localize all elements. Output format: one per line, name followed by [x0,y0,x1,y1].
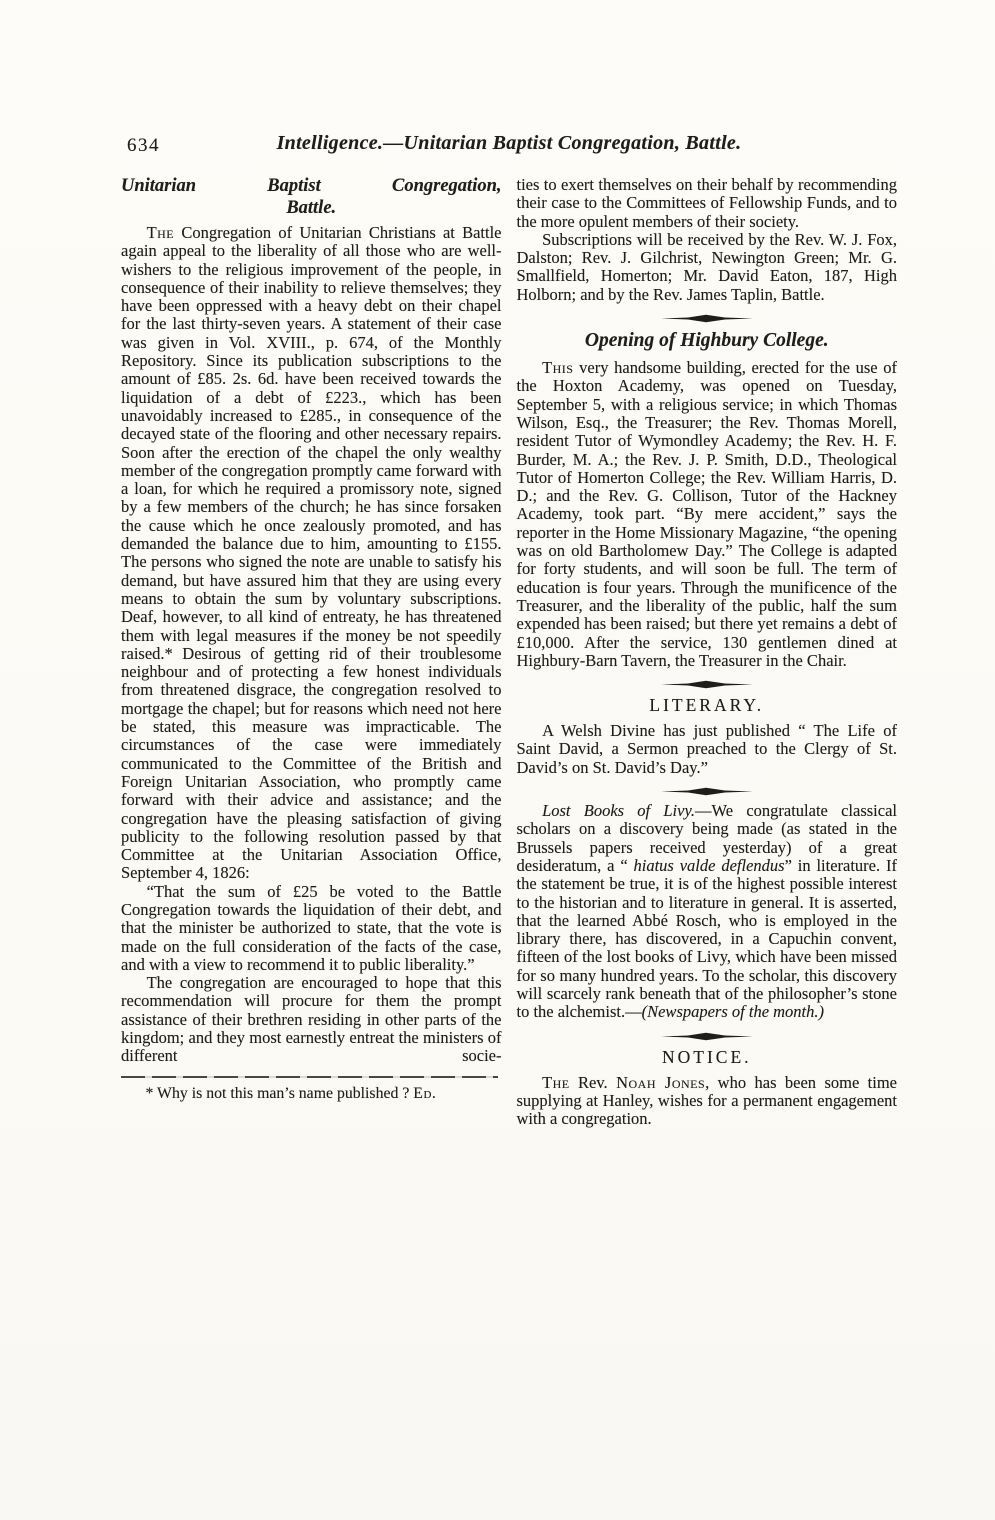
page-number: 634 [127,135,160,156]
livy-text-1: We congratulate classical scholars on a discovery being made (as stated in the Brussels papers received yesterday) of a great desideratum, a “ [516,801,897,875]
swelled-rule-icon [661,787,753,796]
running-title: Intelligence.—Unitarian Baptist Congregation, Battle. [276,132,742,154]
resolution-quote-paragraph: “That the sum of £25 be voted to the Battle Congregation towards the liquidation of their debt, and that the minister be authorized to state, that the vote is made on the full consideration of the facts of the case, and with a view to recommend it to public liberality.” [121,881,502,974]
swelled-rule-icon [661,1032,753,1041]
notice-name-small-caps: Noah Jones [616,1072,706,1092]
continuation-paragraph: ties to exert themselves on their behalf by recommending their case to the Committees of Fellowship Funds, and to the more opulent members of their society. [516,175,897,231]
subscriptions-paragraph: Subscriptions will be received by the Rev. W. J. Fox, Dalston; Rev. J. Gilchrist, Newington Green; Mr. G. Smallfield, Homerton; Mr. David Eaton, 187, High Holborn; and by the Rev. James Taplin, Battle. [516,229,897,304]
lead-small-caps: This [542,358,574,378]
highbury-text: very handsome building, erected for the use of the Hoxton Academy, was opened on Tuesday, September 5, with a religious service; in which Thomas Wilson, Esq., the Treasurer; the Rev. Thomas Morell, resident Tutor of Wymondley Academy; the Rev. H. F. Burder, M. A.; the Rev. J. P. Smith, D.D., Theological Tutor of Homerton College; the Rev. William Harris, D. D.; and the Rev. G. Collison, Tutor of the Hackney Academy, took part. “By mere accident,” says the reporter in the Home Missionary Magazine, “the opening was on old Bartholomew Day.” The College is adapted for forty students, and will soon be full. The term of education is four years. Through the munificence of the Treasurer, and the liberality of the public, half the sum expended has been raised; but there yet remains a debt of £10,000. After the service, 130 gentlemen dined at Highbury-Barn Tavern, the Treasurer in the Chair. [516,358,897,670]
swelled-rule-icon [661,314,753,323]
livy-source-attribution: (Newspapers of the month.) [641,1002,825,1022]
section-divider-ornament [517,1032,898,1041]
section-divider-ornament [517,680,898,689]
left-column [121,176,502,1128]
lead-small-caps: The [542,1072,570,1092]
footnote-signature: Ed. [413,1084,437,1102]
lead-small-caps: The [146,223,175,242]
page-header [121,132,897,164]
notice-heading: NOTICE. [661,1046,752,1067]
livy-lead-italic: Lost Books of Livy. [542,801,695,821]
right-column [517,176,898,1128]
highbury-heading: Opening of Highbury College. [584,330,829,352]
livy-dash: — [695,801,712,821]
encouragement-paragraph: The congregation are encouraged to hope that this recommendation will procure for them the prompt assistance of their brethren residing in other parts of the kingdom; and they most earnestly entreat the ministers of different socie- [121,973,502,1066]
highbury-paragraph [517,359,898,670]
article-heading-line1: Unitarian Baptist Congregation, [121,176,502,196]
article-heading [121,176,502,219]
notice-text: , who has been some time supplying at Hanley, wishes for a permanent engagement with a congregation. [516,1072,897,1129]
editor-footnote [121,1085,502,1103]
notice-mid-text: Rev. [569,1072,617,1092]
text-block [121,132,897,1128]
lost-books-of-livy-paragraph [517,802,898,1022]
footnote-text: Why is not this man’s name published ? [153,1084,414,1102]
article-heading-line2: Battle. [286,197,337,218]
footnote-rule [121,1076,498,1078]
notice-paragraph [517,1074,898,1129]
swelled-rule-icon [661,680,753,689]
section-divider-ornament [517,314,898,323]
battle-appeal-paragraph [121,224,502,883]
two-column-layout [121,176,897,1128]
livy-text-2: ” in literature. If the statement be true, it is of the highest possible interest to the historian and to literature in general. It is asserted, that the learned Abbé Rosch, who is employed in the library there, has discovered, in a Capuchin convent, fifteen of the lost books of Livy, which have been missed for so many hundred years. To the scholar, this discovery will scarcely rank beneath that of the philosopher’s stone to the alchemist.— [516,855,897,1022]
literary-heading: LITERARY. [649,695,765,716]
literary-paragraph: A Welsh Divine has just published “ The Life of Saint David, a Sermon preached to the Clergy of St. David’s on St. David’s Day.” [516,721,897,777]
livy-latin-phrase: hiatus valde deflendus [633,855,785,875]
footnote-marker: * [145,1084,154,1102]
battle-appeal-text: Congregation of Unitarian Christians at Battle again appeal to the liberality of all those who are well-wishers to the religious improvement of the people, in consequence of their inability to relieve themselves; they have been oppressed with a heavy debt on their chapel for the last thirty-seven years. A statement of their case was given in Vol. XVIII., p. 674, of the Monthly Repository. Since its publication subscriptions to the amount of £85. 2s. 6d. have been received towards the liquidation of a debt of £223., which has been unavoidably increased to £285., in consequence of the decayed state of the flooring and other necessary repairs. Soon after the erection of the chapel the only wealthy member of the congregation promptly came forward with a loan, for which he required a promissory note, signed by a few members of the church; he has since forsaken the cause which he once zealously promoted, and has demanded the balance due to him, amounting to £155. The persons who signed the note are unable to satisfy his demand, but have assured him that they are using every means to obtain the sum by voluntary subscriptions. Deaf, however, to all kind of entreaty, he has threatened them with legal measures if the money be not speedily raised.* Desirous of getting rid of their troublesome neighbour and of protecting a few honest individuals from threatened disgrace, the congregation resolved to mortgage the chapel; but for reasons which need not here be stated, this measure was impracticable. The circumstances of the case were immediately communicated to the Committee of the British and Foreign Unitarian Association, who promptly came forward with their advice and assistance; and the congregation have the pleasing satisfaction of giving publicity to the following resolution passed by that Committee at the Unitarian Association Office, September 4, 1826: [121,223,502,883]
section-divider-ornament [517,787,898,796]
